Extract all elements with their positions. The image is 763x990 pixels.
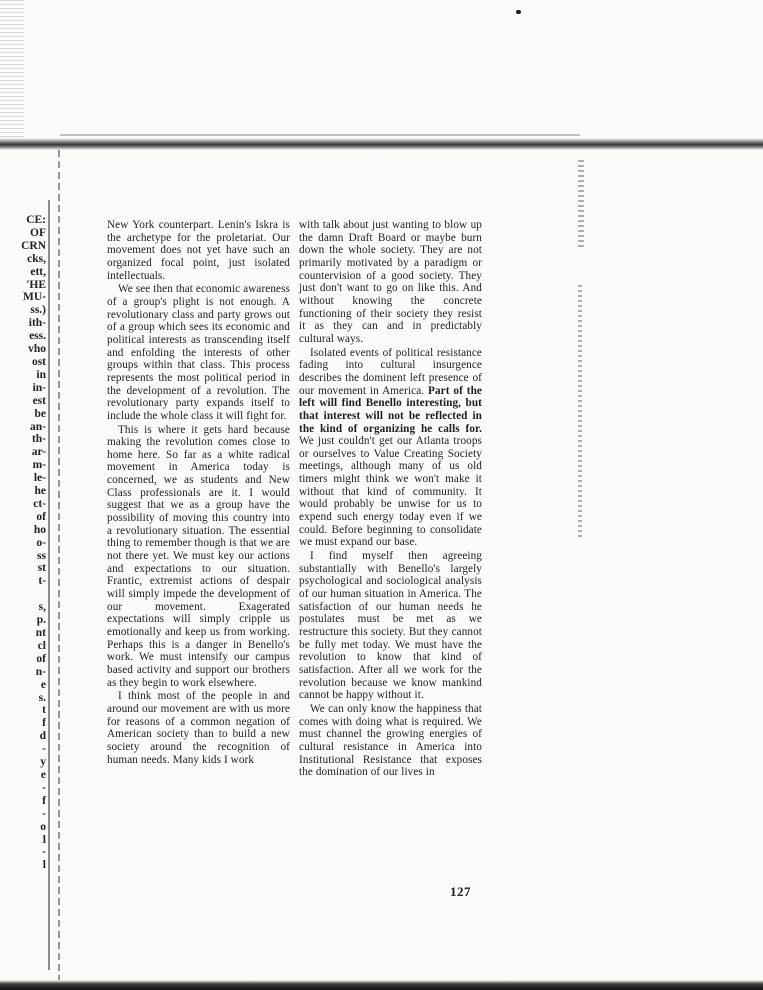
fragment-line: s. (38, 691, 46, 704)
fragment-line: of (36, 510, 46, 523)
paragraph: I think most of the people in and around our movement are with us more for reasons of a common negation of American society than to build a new society around the recognition of human needs. Many kids I work (107, 690, 290, 766)
fragment-line: in (36, 368, 46, 381)
fragment-line: f (42, 794, 46, 807)
paragraph: New York counterpart. Lenin's Iskra is the archetype for the proletariat. Our movement does not yet have such an organized focal point, just isolated intellectuals. (107, 219, 290, 282)
fragment-line: f (42, 717, 46, 730)
fragment-line: th- (31, 433, 46, 446)
fragment-line: ess. (29, 330, 46, 343)
scan-bottom-shadow (0, 980, 763, 990)
gutter-shadow (58, 150, 60, 980)
fragment-line: st (37, 562, 46, 575)
paragraph: This is where it gets hard because making the revolution comes close to home here. So far as a white radical movement in America today is concerned, we as students and New Class professionals are it. I would suggest that we as a group have the possibility of moving this country into a revolutionary situation. The essential thing to remember though is that we are not there yet. We must key our actions and expectations to our situation. Frantic, extremist actions of despair will simply impede the development of our movement. Exagerated expectations will simply cripple us emotionally and keep us from working. Perhaps this is a danger in Benello's work. We must intensify our campus based activity and support our brothers as they begin to work elsewhere. (107, 423, 290, 689)
fragment-line: 'HE (26, 278, 46, 291)
fragment-line: ho (33, 523, 46, 536)
fragment-line: cl (37, 639, 46, 652)
fragment-line: of (36, 652, 46, 665)
fragment-line: s, (38, 601, 46, 614)
fragment-line: y (40, 756, 46, 769)
fragment-line: d (39, 730, 46, 743)
fragment-line: MU- (23, 291, 46, 304)
fragment-line: ar- (31, 446, 46, 459)
fragment-line: t- (38, 575, 46, 588)
fragment-line: o- (36, 536, 46, 549)
fragment-line: le- (33, 472, 46, 485)
paragraph: We see then that economic awareness of a group's plight is not enough. A revolutionary class and party grows out of a group which sees its economic and political interests as transcending itself and enfolding the interests of other groups within that class. This process represents the most political period in the development of a revolution. The revolutionary party expands itself to include the whole class it will fight for. (107, 283, 290, 422)
fragment-line: an- (30, 420, 46, 433)
fragment-line: CE: (26, 214, 46, 226)
paragraph: We can only know the happiness that comes with doing what is required. We must channel the growing energies of cultural resistance in America into Institutional Resistance that exposes the domination of our lives in (299, 702, 482, 779)
emphasized-text: Part of the left will find Benello interesting, but that interest will not be reflected in the kind of organizing he calls for. (299, 384, 482, 435)
gutter-edge (48, 200, 50, 970)
scan-margin-noise (578, 160, 584, 250)
fragment-line: e (40, 678, 46, 691)
fragment-line: CRN (21, 239, 46, 252)
fragment-line: n- (35, 665, 46, 678)
text-column-right (299, 219, 482, 780)
fragment-line: OF (30, 226, 46, 239)
scan-top-line (60, 134, 580, 136)
fragment-line: p. (36, 614, 46, 627)
paragraph (299, 347, 482, 550)
fragment-line: o (40, 820, 46, 833)
fragment-line: - (42, 807, 46, 820)
fragment-line: ct- (33, 497, 46, 510)
paragraph-text: Isolated events of political resistance fading into cultural insurgence describes the dominent left presence of our movement in America. (299, 346, 482, 397)
fragment-line: - (42, 781, 46, 794)
fragment-line: be (34, 407, 46, 420)
previous-page-fragments (0, 214, 46, 872)
fragment-line: - (42, 743, 46, 756)
fragment-line: l (42, 859, 46, 872)
fragment-line: ett, (30, 265, 46, 278)
fragment-line: t (42, 704, 46, 717)
fragment-line: e (40, 768, 46, 781)
fragment-line: l (42, 833, 46, 846)
scan-margin-noise (578, 285, 582, 540)
fragment-line: vho (28, 343, 46, 356)
fragment-line: in- (32, 381, 46, 394)
fragment-line (0, 588, 46, 601)
paragraph: I find myself then agreeing substantially with Benello's largely psychological and sociological analysis of our human situation in America. The satisfaction of our human needs he postulates must be met as we restructure this society. But they cannot be fully met today. We must have the revolution to know that kind of satisfaction. After all we work for the revolution because we know mankind cannot be happy without it. (299, 550, 482, 702)
text-column-left (107, 219, 290, 767)
scan-top-shadow (0, 138, 763, 150)
fragment-line: ss.) (30, 304, 46, 317)
fragment-line: - (42, 846, 46, 859)
fragment-line: ith- (28, 317, 46, 330)
page-number: 127 (450, 884, 471, 899)
scan-speck (516, 10, 521, 14)
fragment-line: cks, (27, 252, 46, 265)
fragment-line: ss (37, 549, 46, 562)
fragment-line: m- (32, 459, 46, 472)
paragraph-text: We just couldn't get our Atlanta troops or ourselves to Value Creating Society meetings, although many of us old timers might think we won't make it without that kind of community. It would probably be unwise for us to expend such energy today even if we could. Before beginning to consolidate we must expand our base. (299, 435, 482, 549)
scan-edge-marks (0, 0, 24, 140)
paragraph: with talk about just wanting to blow up the damn Draft Board or maybe burn down the whole society. They are not primarily motivated by a paradigm or countervision of a good society. They just don't want to go on like this. And without knowing the concrete functioning of their society they resist it as they can and in predictably cultural ways. (299, 219, 482, 345)
fragment-line: ost (31, 355, 46, 368)
fragment-line: he (34, 485, 46, 498)
fragment-line: nt (35, 627, 46, 639)
fragment-line: est (32, 394, 46, 407)
